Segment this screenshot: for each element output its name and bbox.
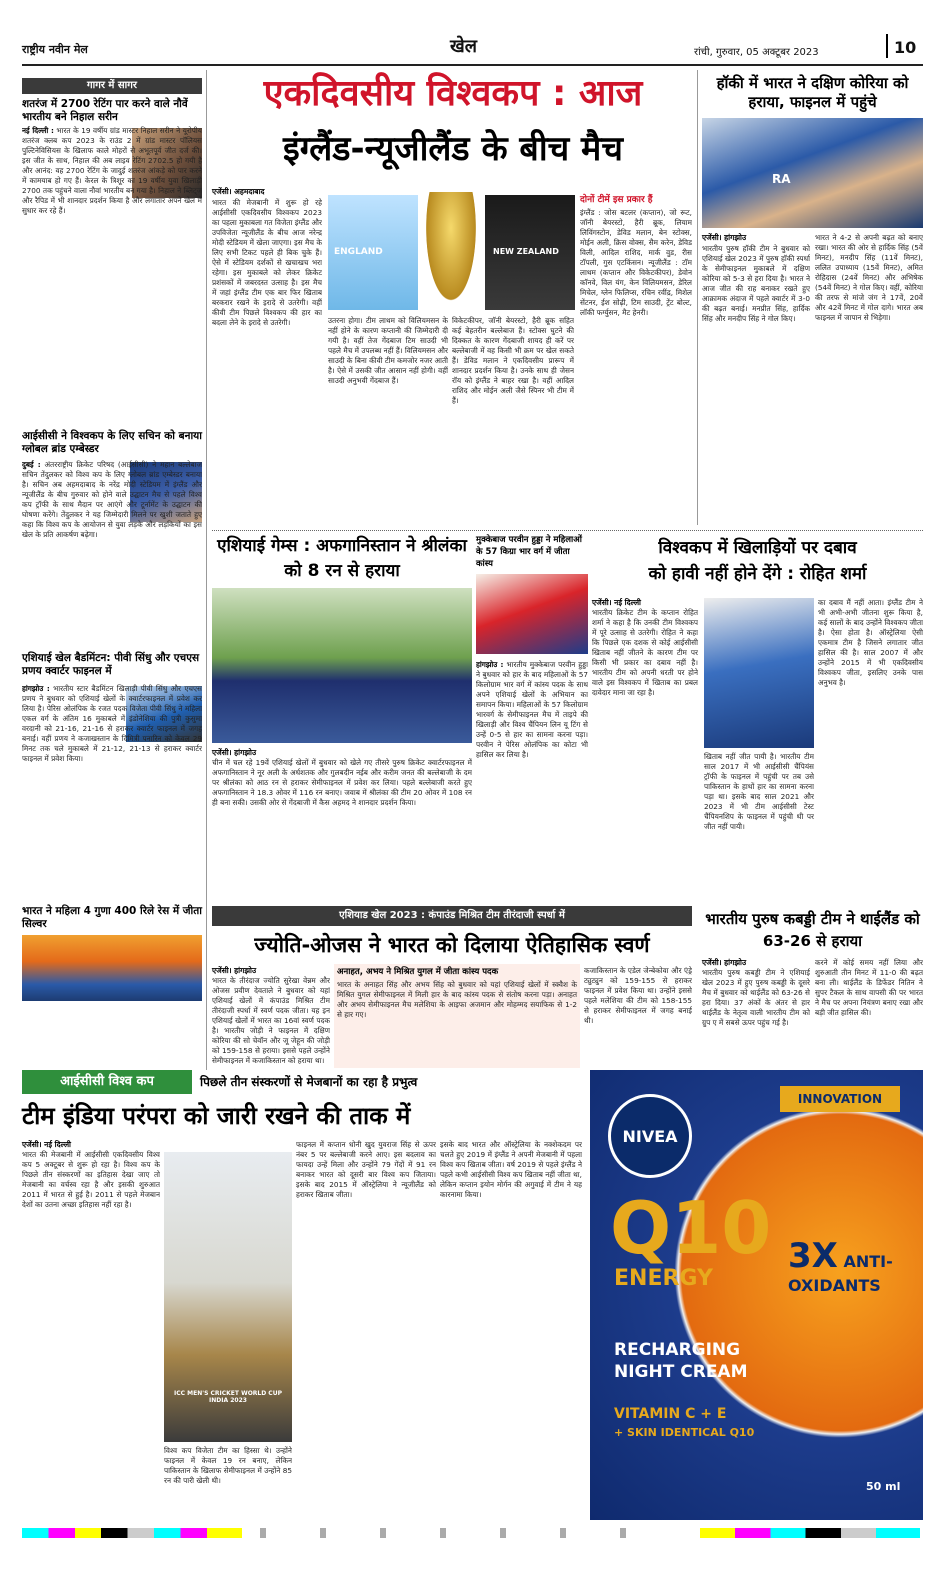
nivea-size: 50 ml: [866, 1480, 901, 1493]
hockey-col-2: भारत ने 4-2 से अपनी बढ़त को बनाए रखा। भारत की ओर से हार्दिक सिंह (5वें मिनट), मनदीप सिंह (11वें मिनट), ललित उपाध्याय (15वें मिनट), अमित रोहिदास (24वें मिनट) और अभिषेक (54वें मिनट) ने गोल किए। वहीं, कोरिया की तरफ से मांजे जंग ने 17वें, 20वें और 42वें मिनट में गोल दागे। भारत अब फाइनल में जापान से भिड़ेगा।: [815, 233, 923, 322]
story-sachin-text: अंतरराष्ट्रीय क्रिकेट परिषद (आईसीसी) ने महान बल्लेबाज सचिन तेंदुलकर को विश्व कप के लिए ग्लोबल ब्रांड एम्बेस्डर बनाया है। सचिन अब अहमदाबाद के नरेंद्र मोदी स्टेडियम में इंग्लैंड और न्यूजीलैंड के बीच गुरुवार को होने वाले उद्घाटन मैच से पहले विश्व कप ट्रॉफी के साथ मैदान पर आएंगे और टूर्नामेंट के उद्घाटन की घोषणा करेंगे। तेंदुलकर ने यह जिम्मेदारी मिलने पर खुशी जताते हुए कहा कि विश्व कप के आयोजन से युवा लड़के और लड़कियों का इस खेल के प्रति आकर्षण बढ़ेगा।: [22, 460, 202, 539]
boxing-body: [476, 660, 588, 902]
lead-headline-2: इंग्लैंड-न्यूजीलैंड के बीच मैच: [283, 129, 623, 169]
rohit-col-2: खिताब नहीं जीत पायी है। भारतीय टीम साल 2017 में भी आईसीसी चैंपियंस ट्रॉफी के फाइनल में पहुंची पर तब उसे पाकिस्तान के हाथों हार का सामना करना पड़ा था। इसके बाद साल 2021 और 2023 में भी टीम आईसीसी टेस्ट चैंपियनशिप के फाइनल में पहुंची थी पर जीत नहीं पायी।: [704, 752, 814, 831]
mid-divider: [212, 530, 923, 531]
footer-dots: [260, 1528, 680, 1538]
column-divider-left: [206, 70, 207, 1070]
story-sindhu-byline: हांगझोउ :: [22, 684, 50, 693]
trophy-image: [422, 192, 480, 312]
lead-col-2: उतरना होगा। टीम लाथम को विलियमसन के नहीं होने के कारण कप्तानी की जिम्मेदारी दी गयी है। वहीं तेज गेंदबाज टिम साउदी भी पहले मैच में उपलब्ध नहीं हैं। विलियमसन और साउदी के बिना कीवी टीम कमजोर नजर आती है। ऐसे में उसकी जीत आसान नहीं होगी। वहीं साउदी अनुभवी गेंदबाज हैं।: [328, 316, 448, 385]
nivea-badge-text: INNOVATION: [797, 1092, 883, 1106]
rohit-photo: [704, 598, 814, 748]
squads-title: दोनों टीमें इस प्रकार हैं: [580, 195, 653, 205]
color-bar-right: [700, 1528, 920, 1538]
jersey-nz-text: NEW ZEALAND: [493, 247, 559, 256]
story-nihal-body: [22, 126, 202, 426]
icc-col-4: इसके बाद भारत और ऑस्ट्रेलिया के नक्शेकदम पर चलते हुए 2019 में इंग्लैंड ने अपनी मेजबानी में पहला विश्व कप खिताब जीता। वर्ष 2019 से पहले इंग्लैंड ने पहले कभी आईसीसी विश्व कप खिताब नहीं जीता था, लेकिन कप्तान इयोन मोर्गन की अगुवाई में टीम ने यह कारनामा किया।: [440, 1140, 582, 1199]
trophy-taj-photo: [164, 1152, 292, 1442]
afg-photo: [212, 588, 472, 743]
squads-body: इंग्लैंड : जोस बटलर (कप्तान), जो रूट, जॉनी बेयरस्टो, हैरी ब्रूक, लियाम लिविंगस्टोन, डेविड मलान, बेन स्टोक्स, मोईन अली, क्रिस वोक्स, सैम करेन, डेविड विली, आदिल राशिद, मार्क वुड, रीस टॉपली, गुस एटकिंसन। न्यूजीलैंड : टॉम लाथम (कप्तान और विकेटकीपर), डेवोन कॉनवे, विल यंग, केन विलियमसन, डेरिल मिचेल, ग्लेन फिलिप्स, रचिन रवींद्र, मिशेल सेंटनर, ईश सोढ़ी, टिम साउदी, ट्रेंट बोल्ट, लॉकी फर्ग्युसन, मैट हेनरी।: [580, 208, 692, 317]
squash-box: [334, 964, 580, 1068]
story-nihal-text: भारत के 19 वर्षीय ग्रांड मास्टर निहाल सरीन ने यूरोपीय शतरंज क्लब कप 2023 के राउंड 2 में ग्रांड मास्टर पॉलियस पुल्टिनेविसियस के खिलाफ काले मोहरों से अभूतपूर्व जीत दर्ज की। इस जीत के साथ, निहाल की अब लाइव रेटिंग 2702.5 हो गयी है और आनंद: वह 2700 रेटिंग के जादुई शतरंज आंकड़े को पार करने में कामयाब हो गए हैं। केरल के त्रिशूर का 19 वर्षीय युवा खिलाड़ी 2700 तक पहुंचने वाला नौवां भारतीय बन गया है। निहाल ने ब्लिट्ज और रैपिड में भी शानदार प्रदर्शन किया है और लगातार अपने खेल में सुधार कर रहे हैं।: [22, 126, 202, 215]
jyoti-col-3: कजाकिस्तान के एडेल जेन्बेकोवा और एंड्रे ट्युट्युन को 159-155 से हराकर फाइनल में प्रवेश किया था। उन्होंने इससे पहले मलेशिया की टीम को 158-155 से हराकर सेमीफाइनल में जगह बनाई थी।: [584, 966, 692, 1025]
story-sachin-headline: आईसीसी ने विश्वकप के लिए सचिन को बनाया ग्लोबल ब्रांड एम्बेस्डर: [22, 430, 202, 455]
jyoti-headline: ज्योति-ओजस ने भारत को दिलाया ऐतिहासिक स्वर्ण: [254, 933, 650, 957]
column-divider-right: [697, 70, 698, 525]
boxing-text: भारतीय मुक्केबाज परवीन हुड्डा ने बुधवार को हार के बाद महिलाओं के 57 किलोग्राम भार वर्ग में कांस्य पदक के साथ अपने एशियाई खेलों के अभियान का समापन किया। महिलाओं के 57 किलोग्राम भारवर्ग के सेमीफाइनल मैच में ताइपे की खिलाड़ी और विश्व चैंपियन लिन यू टिंग से उन्हें 0-5 से हार का सामना करना पड़ा। परवीन ने पेरिस ओलंपिक का कोटा भी हासिल कर लिया है।: [476, 660, 588, 759]
boxing-photo: [476, 574, 588, 654]
rohit-headline-2: को हावी नहीं होने देंगे : रोहित शर्मा: [648, 564, 867, 584]
squash-headline: अनाहत, अभय ने मिश्रित युगल में जीता कांस्य पदक: [337, 967, 499, 977]
sidebar-label-text: गागर में सागर: [87, 80, 137, 91]
boxing-headline: मुक्केबाज परवीन हुड्डा ने महिलाओं के 57 किग्रा भार वर्ग में जीता कांस्य: [476, 535, 582, 569]
afg-body: चीन में चल रहे 19वें एशियाई खेलों में बुधवार को खेले गए तीसरे पुरुष क्रिकेट क्वार्टरफाइनल में अफगानिस्तान ने नूर अली के अर्धशतक और गुलबदीन नईब और करीम जनत की बल्लेबाजी के दम पर श्रीलंका को आठ रन से हराकर सेमीफाइनल में प्रवेश कर लिया। पहले बल्लेबाजी करते हुए अफगानिस्तान ने 18.3 ओवर में 116 रन बनाए। जवाब में श्रीलंका की टीम 20 ओवर में 108 रन ही बना सकी। उसकी ओर से गेंदबाजी में कैस अहमद ने शानदार प्रदर्शन किया।: [212, 758, 472, 807]
jersey-eng-text: ENGLAND: [334, 247, 383, 257]
dateline: रांची, गुरुवार, 05 अक्टूबर 2023: [694, 47, 819, 58]
rohit-col-1: भारतीय क्रिकेट टीम के कप्तान रोहित शर्मा ने कहा है कि उनकी टीम विश्वकप में पूरे उत्साह से उतरेगी। रोहित ने कहा कि पिछले एक दशक से कोई आईसीसी खिताब नहीं जीतने के कारण टीम पर किसी भी प्रकार का दबाव नहीं है। भारतीय टीम को अपनी धरती पर होने वाले इस विश्वकप में खिताब का प्रबल दावेदार माना जा रहा है।: [592, 608, 698, 697]
lead-col-1: भारत की मेजबानी में शुरू हो रहे आईसीसी एकदिवसीय विश्वकप 2023 का पहला मुकाबला गत विजेता इंग्लैंड और उपविजेता न्यूजीलैंड के बीच आज नरेन्द्र मोदी स्टेडियम में खेला जाएगा। इस मैच के लिए सभी टिकट पहले ही बिक चुके हैं। ऐसे में स्टेडियम दर्शकों से खचाखच भरा रहेगा। इस मुकाबले को लेकर क्रिकेट प्रशंसकों में जबरदस्त उत्साह है। इस मैच में जहां इंग्लैंड टीम एक बार फिर खिताब बरकरार रखने के इरादे से उतरेगी। वहीं कीवी टीम पिछले विश्वकप की हार का बदला लेने के इरादे से उतरेगी।: [212, 198, 322, 327]
story-sindhu: [22, 652, 202, 902]
jyoti-byline: एजेंसी। हांगझोउ: [212, 966, 257, 975]
nivea-energy: ENERGY: [614, 1266, 713, 1291]
nivea-q10: Q10: [610, 1186, 772, 1270]
rohit-byline: एजेंसी। नई दिल्ली: [592, 598, 641, 607]
lead-byline: एजेंसी। अहमदाबाद: [212, 187, 265, 196]
nivea-claim-anti: ANTI-: [843, 1252, 893, 1271]
story-nihal: [22, 98, 202, 430]
nivea-claim-oxidants: OXIDANTS: [788, 1276, 881, 1295]
story-sindhu-text: भारतीय स्टार बैडमिंटन खिलाड़ी पीवी सिंधु और एचएस प्रणय ने बुधवार को एशियाई खेलों के क्वार्टरफाइनल में प्रवेश कर लिया है। पेरिस ओलंपिक के रजत पदक विजेता पीवी सिंधु ने महिला एकल वर्ग के अंतिम 16 मुकाबले में इंडोनेशिया की पुत्री कुसुमा वरदानी को 21-16, 21-16 से हराकर क्वार्टर फाइनल में जगह बनाई। वहीं प्रणय ने कजाखस्तान के दिमित्री पनारिन को केवल 29 मिनट तक चले मुकाबले में 21-12, 21-13 से हराकर क्वार्टर फाइनल में प्रवेश किया।: [22, 684, 202, 763]
section-name: खेल: [450, 36, 477, 57]
icc-byline: एजेंसी। नई दिल्ली: [22, 1140, 71, 1149]
nz-jersey-image: [485, 195, 575, 310]
icc-col-3: फाइनल में कप्तान धोनी खुद युवराज सिंह से ऊपर नंबर 5 पर बल्लेबाजी करने आए। इस बदलाव का फायदा उन्हें मिला और उन्होंने 79 गेंदों में 91 रन बनाकर भारत को दूसरी बार विश्व कप जिताया। इसके बाद 2015 में ऑस्ट्रेलिया ने न्यूजीलैंड को हराकर खिताब जीता।: [296, 1140, 436, 1199]
story-sindhu-headline: एशियाई खेल बैडमिंटन: पीवी सिंधु और एचएस प्रणय क्वार्टर फाइनल में: [22, 652, 200, 677]
masthead-rule: [22, 64, 923, 66]
kabaddi-col-1: भारतीय पुरुष कबड्डी टीम ने एशियाई खेल 2023 में हुए पुरुष कबड्डी के दूसरे मैच में बुधवार को थाईलैंड को 63-26 से हरा दिया। 37 अंकों के अंतर से हार थाईलैंड के नेतृत्व वाली भारतीय टीम को ग्रुप ए में सबसे ऊपर पहुंच गई है।: [702, 968, 810, 1027]
england-jersey-image: [328, 195, 418, 310]
hockey-headline: हॉकी में भारत ने दक्षिण कोरिया को हराया, फाइनल में पहुंचे: [716, 74, 909, 111]
paper-name: राष्ट्रीय नवीन मेल: [22, 43, 88, 56]
icc-headline: टीम इंडिया परंपरा को जारी रखने की ताक में: [22, 1102, 411, 1130]
hockey-col-1: भारतीय पुरुष हॉकी टीम ने बुधवार को एशियाई खेल 2023 में पुरुष हॉकी स्पर्धा के सेमीफाइनल मुकाबले में दक्षिण कोरिया को 5-3 से हरा दिया है। भारत ने आज जीत की राह बनाकर रखते हुए आक्रामक अंदाज में पहले क्वार्टर में 3-0 की बढ़त बनाई। मनप्रीत सिंह, हार्दिक सिंह और मनदीप सिंह ने गोल किए।: [702, 244, 810, 323]
hockey-byline: एजेंसी। हांगझोउ: [702, 233, 747, 242]
page-number: 10: [894, 38, 917, 57]
kabaddi-byline: एजेंसी। हांगझोउ: [702, 958, 747, 967]
trophy-base-text: ICC MEN'S CRICKET WORLD CUP INDIA 2023: [174, 1390, 282, 1404]
relay-photo: [22, 935, 202, 1001]
boxing-byline: हांगझोउ :: [476, 660, 504, 669]
nivea-claim-3x: 3X: [788, 1236, 838, 1276]
nivea-recharging: RECHARGING: [614, 1340, 741, 1360]
nivea-brand-text: NIVEA: [622, 1127, 678, 1146]
page-number-divider: [886, 34, 888, 58]
nivea-ad: [590, 1070, 923, 1520]
hockey-banner-text: RA: [772, 172, 791, 186]
nivea-logo: [608, 1094, 692, 1178]
story-nihal-byline: नई दिल्ली :: [22, 126, 54, 135]
lead-headline-1: एकदिवसीय विश्वकप : आज: [263, 73, 643, 114]
nivea-claim: [788, 1236, 908, 1295]
jyoti-body: भारत के तीरंदाज ज्योति सुरेखा वेन्नम और ओजस प्रवीण देवताले ने बुधवार को यहां एशियाई खेलों में कंपाउंड मिश्रित टीम तीरंदाजी स्पर्धा में स्वर्ण पदक जीता। यह इन एशियाई खेलों में भारत का 16वां स्वर्ण पदक है। भारतीय जोड़ी ने फाइनल में दक्षिण कोरिया की सो चेवॉन और जू जेहून की जोड़ी को 159-158 से हराया। इससे पहले उन्होंने सेमीफाइनल में कजाकिस्तान को हराया था।: [212, 976, 330, 1065]
story-relay-headline: भारत ने महिला 4 गुणा 400 रिले रेस में जीता सिल्वर: [22, 905, 202, 930]
afg-headline: एशियाई गेम्स : अफगानिस्तान ने श्रीलंका को 8 रन से हराया: [217, 536, 467, 581]
story-relay: [22, 905, 202, 1065]
icc-col-1: भारत की मेजबानी में आईसीसी एकदिवसीय विश्व कप 5 अक्टूबर से शुरू हो रहा है। विश्व कप के पिछले तीन संस्करणों का इतिहास देखा जाए तो मेजबानी का वर्चस्व रहा है और इसकी शुरुआत 2011 में भारत से हुई है। 2011 से पहले मेजबान देशों का उतना अच्छा इतिहास नहीं रहा है।: [22, 1150, 160, 1209]
lead-col-3: विकेटकीपर, जॉनी बेयरस्टो, हैरी ब्रूक सहित कई बेहतरीन बल्लेबाज हैं। स्टोक्स घुटने की दिक्कत के कारण गेंदबाजी शायद ही करें पर बल्लेबाजी में वह किसी भी क्रम पर खेल सकते हैं। डेविड मलान ने एकदिवसीय प्रारूप में शानदार प्रदर्शन किया है। उनके साथ ही जेसन रॉय को इंग्लैंड ने बाहर रखा है। वहीं आदिल राशिद और मोईन अली जैसे स्पिनर भी टीम में हैं।: [452, 316, 574, 405]
story-sachin: [22, 430, 202, 650]
story-sachin-byline: दुबई :: [22, 460, 41, 469]
nivea-night-cream: NIGHT CREAM: [614, 1362, 748, 1382]
hockey-photo: [702, 118, 923, 228]
kabaddi-col-2: करने में कोई समय नहीं लिया और शुरुआती तीन मिनट में 11-0 की बढ़त बना ली। थाईलैंड के डिफेंडर नितिन ने सुपर टैकल के साथ वापसी की पर भारत ने मैच पर अपना नियंत्रण बनाए रखा और बड़ी जीत हासिल की।: [815, 958, 923, 1017]
icc-label-text: आईसीसी विश्व कप: [60, 1074, 154, 1089]
kabaddi-headline: भारतीय पुरुष कबड्डी टीम ने थाईलैंड को 63-26 से हराया: [705, 910, 920, 950]
story-sachin-body: [22, 460, 202, 648]
sidebar-label: [22, 78, 202, 94]
afg-byline: एजेंसी। हांगझोउ: [212, 748, 257, 757]
icc-kicker: पिछले तीन संस्करणों से मेजबानों का रहा है प्रभुत्व: [200, 1075, 418, 1089]
rohit-headline-1: विश्वकप में खिलाड़ियों पर दबाव: [658, 538, 857, 558]
icc-label: [22, 1070, 192, 1094]
icc-photo-caption: विश्व कप विजेता टीम का हिस्सा थे। उन्होंने फाइनल में केवल 19 रन बनाए, लेकिन पाकिस्तान के खिलाफ सेमीफाइनल में उन्होंने 85 रन की पारी खेली थी।: [164, 1446, 292, 1485]
archery-strip: [212, 906, 692, 926]
rohit-col-3: का दबाव मैं नहीं आता। इंग्लैंड टीम ने भी अभी-अभी जीतना शुरू किया है, कई सालों के बाद उन्होंने विश्वकप जीता है। ऐसा होता है। ऑस्ट्रेलिया ऐसी एकमात्र टीम है जिसने लगातार जीत हासिल की है। साल 2007 में और उन्होंने 2015 में भी एकदिवसीय विश्वकप जीता, इसलिए उनके पास अनुभव है।: [818, 598, 923, 687]
color-bar-left: [22, 1528, 242, 1538]
squash-body: भारत के अनाहत सिंह और अभय सिंह को बुधवार को यहां एशियाई खेलों में स्क्वैश के मिश्रित युगल सेमीफाइनल में मिली हार के बाद कांस्य पदक से संतोष करना पड़ा। अनाहत और अभय सेमीफाइनल मैच मलेशिया के आइफा अजमान और मोहम्मद सयाफिक से 1-2 से हार गए।: [337, 980, 577, 1019]
nivea-skin: + SKIN IDENTICAL Q10: [614, 1426, 755, 1439]
story-nihal-headline: शतरंज में 2700 रेटिंग पार करने वाले नौवें भारतीय बने निहाल सरीन: [22, 98, 188, 123]
archery-strip-text: एशियाड खेल 2023 : कंपाउंड मिश्रित टीम तीरंदाजी स्पर्धा में: [339, 910, 565, 921]
nivea-badge: [780, 1086, 900, 1112]
masthead: [22, 30, 923, 60]
nivea-vitamin: VITAMIN C + E: [614, 1406, 727, 1422]
story-sindhu-body: [22, 684, 202, 900]
